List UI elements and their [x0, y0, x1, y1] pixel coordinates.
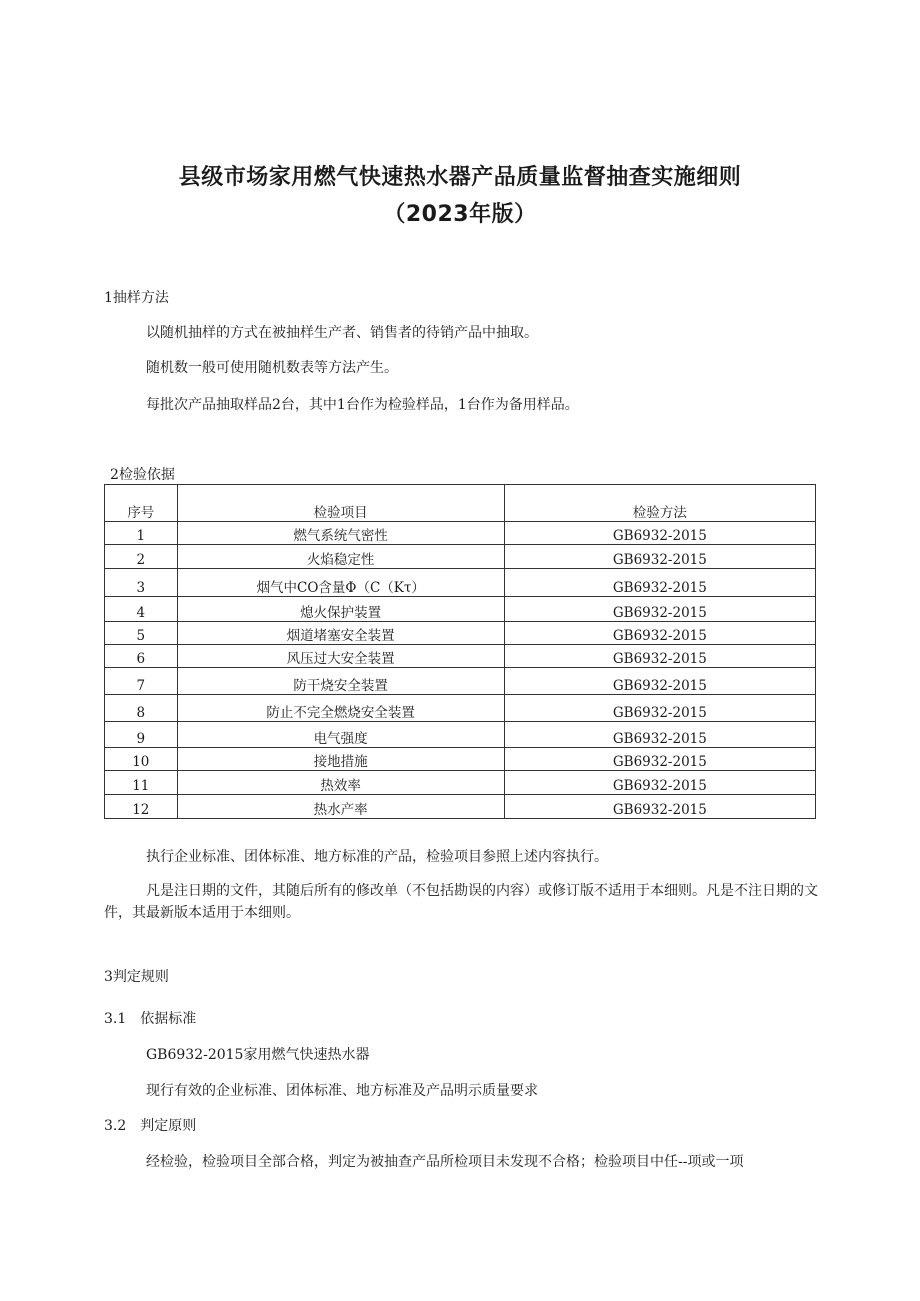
row-method-cell: GB6932-2015: [504, 522, 815, 545]
table-row: [105, 545, 816, 569]
section-3-1-paragraph-2: 现行有效的企业标准、团体标准、地方标准及产品明示质量要求: [146, 1083, 538, 1099]
table-row: [105, 597, 816, 622]
row-index-cell: 2: [105, 545, 178, 569]
section-1-heading: 1抽样方法: [104, 290, 169, 306]
row-index-cell: 8: [105, 695, 178, 722]
table-row: [105, 645, 816, 668]
row-index-cell: 5: [105, 622, 178, 645]
section-3-1-heading: 3.1 依据标准: [104, 1011, 197, 1027]
document-title: 县级市场家用燃气快速热水器产品质量监督抽查实施细则: [178, 165, 742, 190]
section-2-paragraph-2: 凡是注日期的文件，其随后所有的修改单（不包括勘误的内容）或修订版不适用于本细则。凡是不注日期的文件，其最新版本适用于本细则。: [104, 883, 818, 921]
row-method-cell: GB6932-2015: [504, 748, 815, 771]
row-index-cell: 6: [105, 645, 178, 668]
row-method-cell: GB6932-2015: [504, 771, 815, 795]
section-3-2-paragraph-1: 经检验，检验项目全部合格，判定为被抽查产品所检项目未发现不合格；检验项目中任--项或一项: [146, 1154, 744, 1170]
row-item-cell: 接地措施: [177, 748, 504, 771]
row-method-cell: GB6932-2015: [504, 795, 815, 819]
header-cell-index: 序号: [105, 485, 178, 522]
row-item-cell: 热水产率: [177, 795, 504, 819]
row-method-cell: GB6932-2015: [504, 722, 815, 748]
header-cell-method: 检验方法: [504, 485, 815, 522]
document-subtitle-year: （2023年版）: [383, 202, 537, 227]
table-row: [105, 695, 816, 722]
row-item-cell: 风压过大安全装置: [177, 645, 504, 668]
section-1-paragraph-3: 每批次产品抽取样品2台，其中1台作为检验样品，1台作为备用样品。: [146, 397, 579, 413]
row-item-cell: 防止不完全燃烧安全装置: [177, 695, 504, 722]
row-index-cell: 7: [105, 668, 178, 695]
section-3-heading: 3判定规则: [104, 969, 169, 985]
row-index-cell: 4: [105, 597, 178, 622]
row-method-cell: GB6932-2015: [504, 569, 815, 597]
row-method-cell: GB6932-2015: [504, 545, 815, 569]
row-index-cell: 12: [105, 795, 178, 819]
row-item-cell: 防干烧安全装置: [177, 668, 504, 695]
section-3-1-paragraph-1: GB6932-2015家用燃气快速热水器: [146, 1047, 370, 1063]
inspection-items-table: [104, 484, 816, 819]
row-index-cell: 1: [105, 522, 178, 545]
table-header-row: [105, 485, 816, 522]
section-1-paragraph-1: 以随机抽样的方式在被抽样生产者、销售者的待销产品中抽取。: [146, 325, 538, 341]
table-row: [105, 771, 816, 795]
row-item-cell: 热效率: [177, 771, 504, 795]
row-method-cell: GB6932-2015: [504, 668, 815, 695]
row-index-cell: 10: [105, 748, 178, 771]
row-item-cell: 烟道堵塞安全装置: [177, 622, 504, 645]
row-method-cell: GB6932-2015: [504, 645, 815, 668]
row-method-cell: GB6932-2015: [504, 695, 815, 722]
row-index-cell: 9: [105, 722, 178, 748]
table-row: [105, 522, 816, 545]
row-method-cell: GB6932-2015: [504, 622, 815, 645]
table-row: [105, 668, 816, 695]
section-1-paragraph-2: 随机数一般可使用随机数表等方法产生。: [146, 360, 398, 376]
section-3-2-heading: 3.2 判定原则: [104, 1118, 197, 1134]
table-row: [105, 795, 816, 819]
table-row: [105, 622, 816, 645]
header-cell-item: 检验项目: [177, 485, 504, 522]
row-item-cell: 烟气中CO含量Φ（C（Kτ）: [177, 569, 504, 597]
section-2-paragraph-1: 执行企业标准、团体标准、地方标准的产品，检验项目参照上述内容执行。: [146, 849, 608, 865]
table-row: [105, 748, 816, 771]
table-row: [105, 569, 816, 597]
section-2-heading: 2检验依据: [110, 467, 175, 483]
row-method-cell: GB6932-2015: [504, 597, 815, 622]
row-index-cell: 3: [105, 569, 178, 597]
row-index-cell: 11: [105, 771, 178, 795]
row-item-cell: 燃气系统气密性: [177, 522, 504, 545]
row-item-cell: 熄火保护装置: [177, 597, 504, 622]
table-row: [105, 722, 816, 748]
row-item-cell: 电气强度: [177, 722, 504, 748]
row-item-cell: 火焰稳定性: [177, 545, 504, 569]
